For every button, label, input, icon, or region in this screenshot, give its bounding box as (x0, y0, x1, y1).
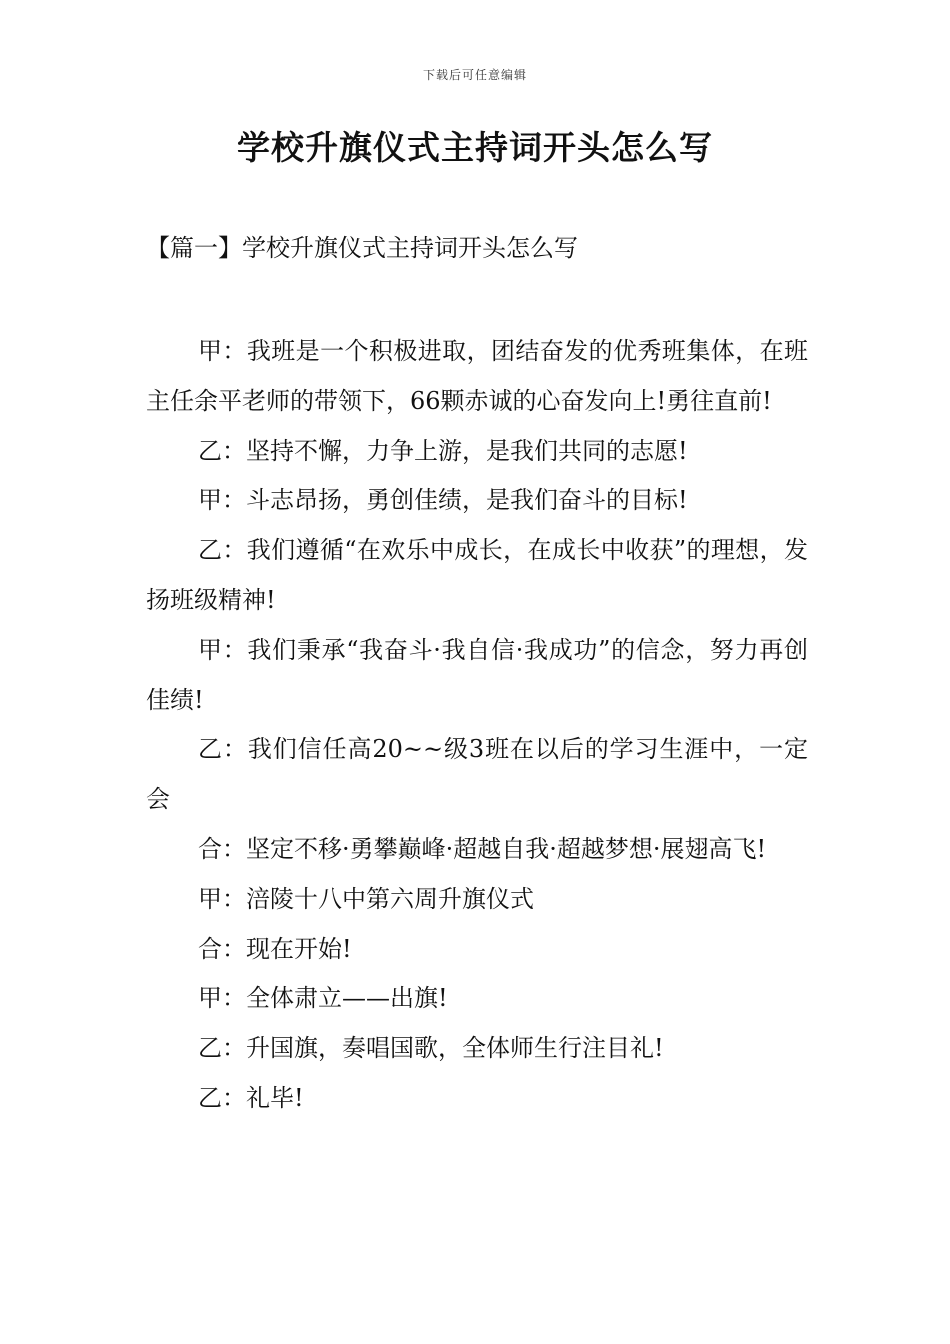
paragraph: 合：坚定不移·勇攀巅峰·超越自我·超越梦想·展翅高飞! (198, 834, 767, 863)
paragraph: 甲：斗志昂扬，勇创佳绩，是我们奋斗的目标! (198, 486, 688, 515)
header-note: 下载后可任意编辑 (422, 68, 527, 82)
paragraph: 甲：我们秉承“我奋斗·我自信·我成功”的信念，努力再创佳绩! (146, 635, 808, 714)
paragraph: 合：现在开始! (198, 934, 352, 963)
paragraph: 乙：我们遵循“在欢乐中成长，在成长中收获”的理想，发扬班级精神! (146, 536, 808, 614)
paragraph: 乙：我们信任高20~~级3班在以后的学习生涯中，一定会 (146, 735, 808, 814)
document-body (146, 327, 808, 1124)
paragraph: 乙：礼毕! (198, 1083, 304, 1112)
paragraph: 甲：我班是一个积极进取，团结奋发的优秀班集体，在班主任余平老师的带领下，66颗赤诚的心奋发向上!勇往直前! (146, 337, 808, 415)
paragraph: 乙：坚持不懈，力争上游，是我们共同的志愿! (198, 436, 688, 465)
paragraph: 甲：涪陵十八中第六周升旗仪式 (198, 884, 534, 913)
paragraph: 甲：全体肃立——出旗! (198, 984, 448, 1013)
section-heading: 【篇一】学校升旗仪式主持词开头怎么写 (146, 234, 578, 262)
paragraph: 乙：升国旗，奏唱国歌，全体师生行注目礼! (198, 1034, 664, 1063)
document-title: 学校升旗仪式主持词开头怎么写 (237, 128, 713, 167)
